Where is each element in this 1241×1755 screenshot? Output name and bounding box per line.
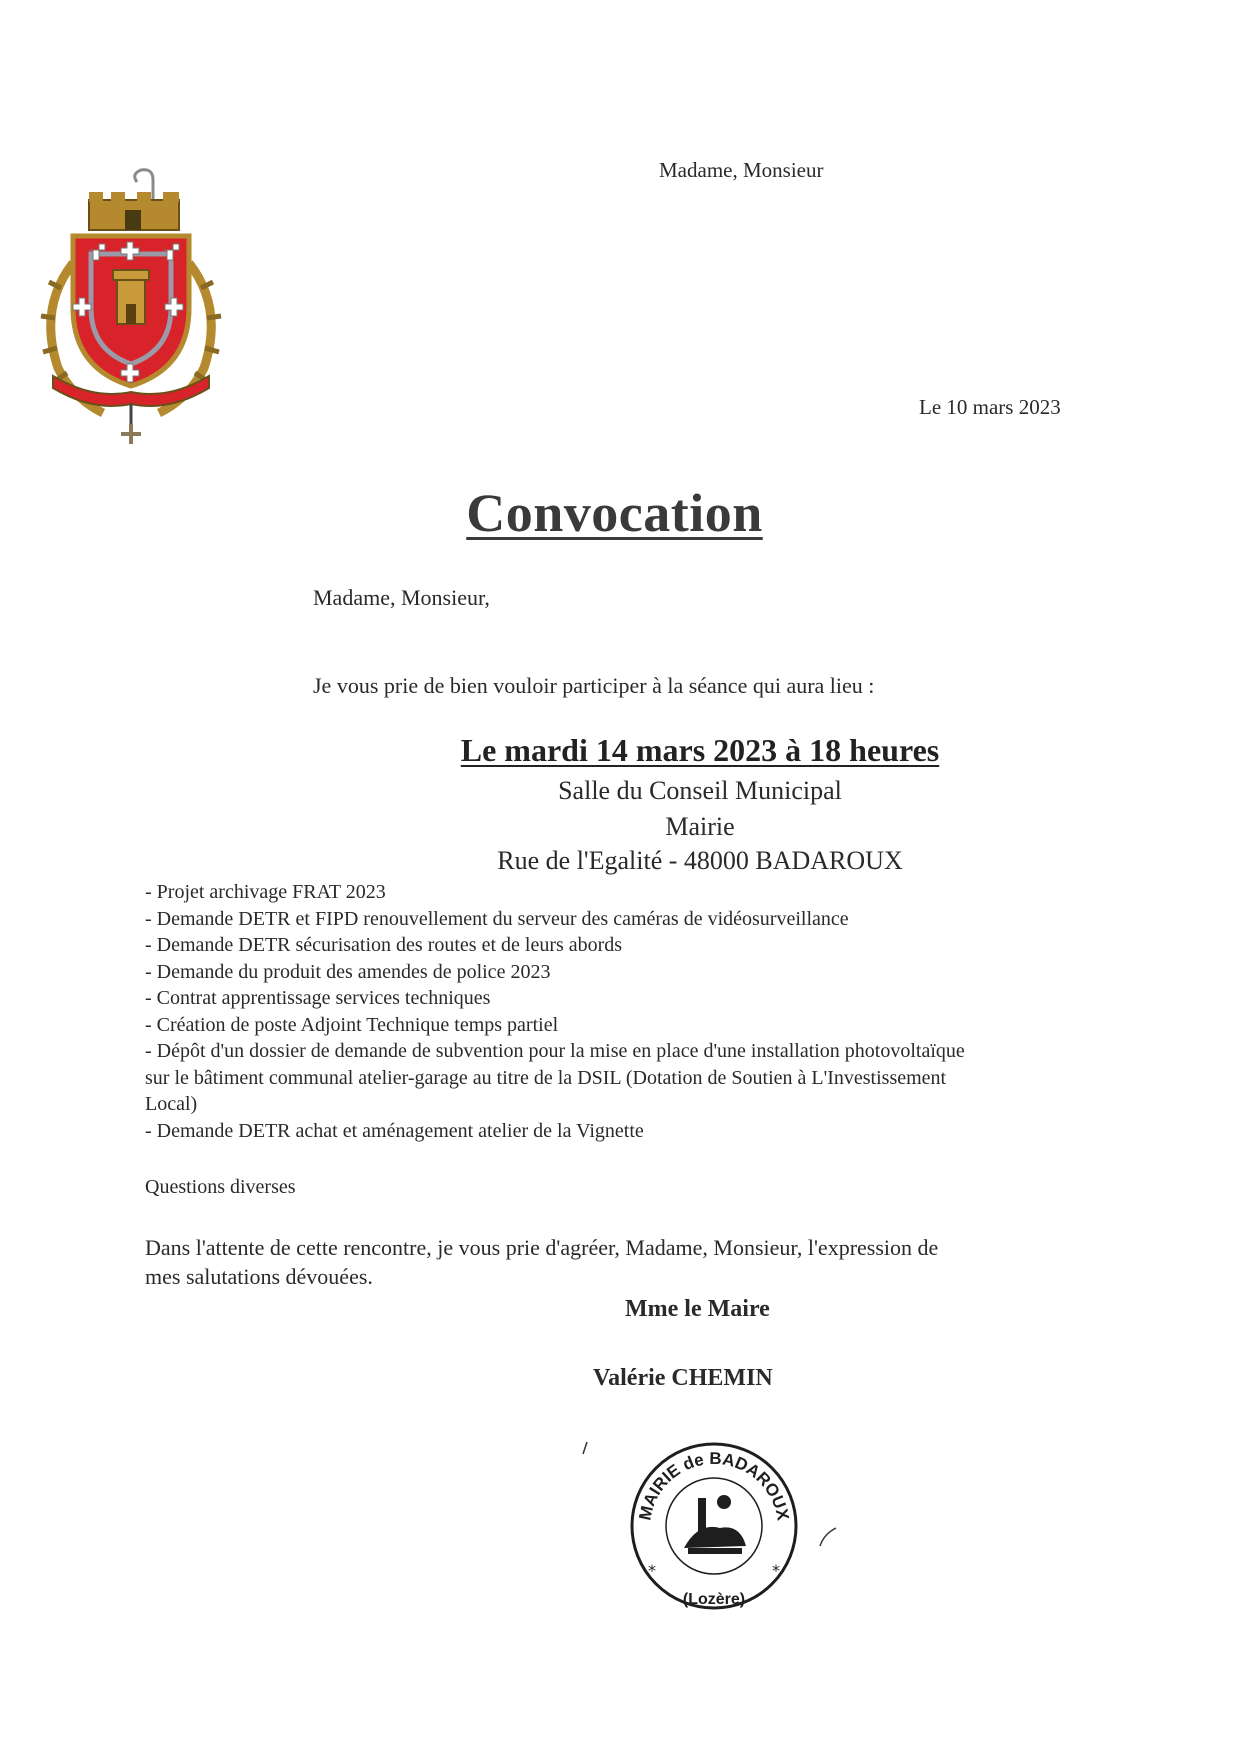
list-item: sur le bâtiment communal atelier-garage au titre de la DSIL (Dotation de Soutien à L'Investissement	[145, 1066, 947, 1089]
invitation-text: Je vous prie de bien vouloir participer à la séance qui aura lieu :	[313, 673, 875, 698]
meeting-datetime	[0, 732, 1241, 769]
closing-line: mes salutations dévouées.	[145, 1264, 373, 1289]
list-item: - Demande du produit des amendes de police 2023	[145, 960, 551, 983]
coat-of-arms-icon	[33, 168, 229, 458]
svg-text:MAIRIE de BADAROUX	[635, 1449, 792, 1523]
list-item: - Demande DETR et FIPD renouvellement du serveur des caméras de vidéosurveillance	[145, 907, 849, 930]
meeting-address: Rue de l'Egalité - 48000 BADAROUX	[497, 846, 903, 875]
svg-text:*: *	[772, 1561, 780, 1580]
signature-mark-icon	[818, 1526, 838, 1548]
mairie-stamp	[628, 1436, 800, 1616]
addressee: Madame, Monsieur	[659, 158, 824, 182]
stamp-top-text: MAIRIE de BADAROUX	[635, 1448, 793, 1523]
title-text: Convocation	[466, 483, 763, 543]
list-item: - Création de poste Adjoint Technique temps partiel	[145, 1013, 559, 1036]
list-item: - Projet archivage FRAT 2023	[145, 881, 386, 903]
salutation: Madame, Monsieur,	[313, 585, 490, 610]
svg-text:*: *	[648, 1561, 656, 1580]
stamp-bottom-text: (Lozère)	[682, 1591, 746, 1608]
list-item: - Contrat apprentissage services techniques	[145, 987, 491, 1009]
list-item: - Demande DETR sécurisation des routes et de leurs abords	[145, 934, 623, 956]
closing-line: Dans l'attente de cette rencontre, je vous prie d'agréer, Madame, Monsieur, l'expression de	[145, 1235, 939, 1260]
signer-name: Valérie CHEMIN	[593, 1365, 773, 1391]
agenda-list	[145, 879, 1105, 1144]
questions-diverses: Questions diverses	[145, 1176, 296, 1198]
closing-paragraph	[145, 1233, 1105, 1291]
page-title	[0, 482, 1229, 544]
meeting-room: Salle du Conseil Municipal	[558, 776, 842, 805]
list-item: Local)	[145, 1093, 198, 1115]
list-item: - Dépôt d'un dossier de demande de subvention pour la mise en place d'une installation photovoltaïque	[145, 1040, 965, 1062]
signer-role: Mme le Maire	[625, 1296, 770, 1322]
meeting-datetime-text: Le mardi 14 mars 2023 à 18 heures	[460, 732, 940, 768]
list-item: - Demande DETR achat et aménagement atelier de la Vignette	[145, 1119, 644, 1142]
pen-mark-icon	[580, 1440, 590, 1456]
meeting-building: Mairie	[665, 812, 735, 841]
letter-date: Le 10 mars 2023	[919, 395, 1061, 419]
